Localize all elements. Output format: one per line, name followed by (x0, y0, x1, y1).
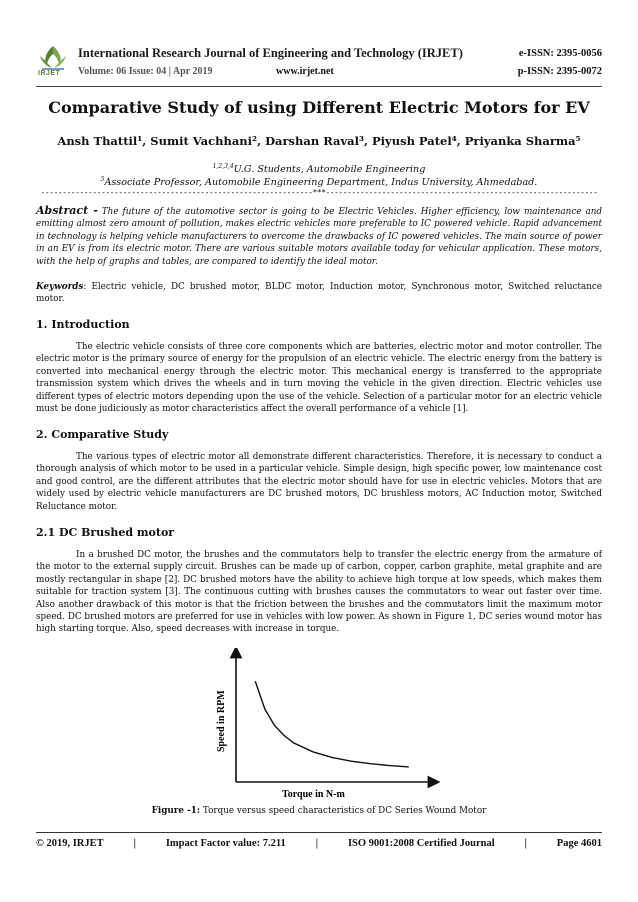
paper-authors: Ansh Thattil¹, Sumit Vachhani², Darshan Raval³, Piyush Patel⁴, Priyanka Sharma⁵ (57, 134, 581, 148)
journal-name: International Research Journal of Engineering and Technology (IRJET) (78, 46, 463, 60)
x-axis-label: Torque in N-m (282, 789, 345, 800)
abstract-lead: Abstract - (36, 204, 98, 217)
page-footer (36, 838, 602, 849)
torque-speed-chart (200, 648, 440, 800)
affiliation-sup: 1,2,3,4 (212, 163, 234, 170)
keywords-lead: Keywords (36, 282, 84, 292)
y-axis-label: Speed in RPM (216, 690, 227, 752)
dc-brushed-paragraph: In a brushed DC motor, the brushes and the commutators help to transfer the electric energy from the armature of the motor to the external supply circuit. Brushes can be made up of carbon, copper, carbon graphite, metal graphite and are mostly rectangular in shape [2]. DC brushed motors have the ability to achieve high torque at low speeds, which makes them suitable for traction system [3]. The continuous cutting with brushes causes the commutators to wear out faster over time. Also another drawback of this motor is that the friction between the brushes and the commutators limit the maximum motor speed. DC brushed motors are preferred for use in vehicles with low power. As shown in Figure 1, DC series wound motor has high starting torque. Also, speed decreases with increase in torque. (36, 550, 602, 635)
figure-label: Figure -1: (151, 806, 201, 816)
footer-separator: | (524, 838, 527, 849)
affiliation-students (36, 163, 602, 175)
logo-text: IRJET (38, 70, 61, 77)
keywords (36, 281, 602, 306)
footer-separator: | (133, 838, 136, 849)
section-heading-comparative-study: 2. Comparative Study (36, 428, 169, 441)
abstract (36, 205, 602, 268)
keywords-text: : Electric vehicle, DC brushed motor, BLDC motor, Induction motor, Synchronous motor, Switched reluctance motor. (36, 282, 602, 305)
footer-rule (36, 832, 602, 833)
header-rule (36, 86, 602, 87)
figure-caption (36, 806, 602, 816)
footer-separator: | (315, 838, 319, 849)
separator-line: ---------------------------------------------------------------***--------------------------------------------------------------- (40, 188, 598, 197)
figure-caption-text: Torque versus speed characteristics of DC Series Wound Motor (200, 806, 487, 816)
e-issn: e-ISSN: 2395-0056 (518, 48, 602, 59)
affiliation-professor (36, 176, 602, 188)
affiliation-text: U.G. Students, Automobile Engineering (233, 164, 426, 176)
affiliation-sup: 5 (100, 176, 105, 183)
paper-title: Comparative Study of using Different Electric Motors for EV (48, 98, 590, 117)
speed-torque-curve (255, 681, 409, 767)
footer-copyright: © 2019, IRJET (36, 838, 104, 849)
comparative-study-paragraph: The various types of electric motor all demonstrate different characteristics. Therefore, it is necessary to conduct a thorough analysis of which motor to be used in a particular vehicle. Simple design, high specific power, low maintenance cost and good control, are the different attributes that the electric motor should have for use in electric vehicles. Motors that are widely used by electric vehicle manufacturers are DC brushed motors, DC brushless motors, AC Induction motor, Switched Reluctance motor. (36, 452, 602, 512)
footer-iso: ISO 9001:2008 Certified Journal (347, 838, 495, 849)
journal-header (36, 44, 602, 84)
volume-issue: Volume: 06 Issue: 04 | Apr 2019 (78, 66, 213, 77)
section-heading-introduction: 1. Introduction (36, 318, 130, 331)
footer-page-number: Page 4601 (556, 838, 602, 849)
abstract-text: The future of the automotive sector is going to be Electric Vehicles. Higher efficiency, low maintenance and emitting almost zero amount of pollution, makes electric vehicles more preferable to IC powered vehicle. Rapid advancement in technology is helping vehicle manufacturers to overcome the drawbacks of IC powered vehicles. The main source of power in an EV is from its electric motor. There are various suitable motors available today for vehicular application. These motors, with the help of graphs and tables, are compared to identify the ideal motor. (36, 207, 602, 267)
p-issn: p-ISSN: 2395-0072 (517, 66, 602, 77)
footer-impact-factor: Impact Factor value: 7.211 (165, 838, 286, 849)
section-heading-dc-brushed: 2.1 DC Brushed motor (36, 526, 175, 539)
affiliation-text: Associate Professor, Automobile Engineering Department, Indus University, Ahmedabad. (104, 177, 538, 189)
journal-website: www.irjet.net (276, 66, 334, 77)
introduction-paragraph: The electric vehicle consists of three core components which are batteries, electric motor and motor controller. The electric motor is the primary source of energy for the propulsion of an electric vehicle. The electric energy from the battery is converted into mechanical energy through the electric motor. This mechanical energy is transferred to the appropriate transmission system which drives the wheels and in turn moving the vehicle in the given direction. Electric vehicles use different types of electric motors depending upon the use of the vehicle. Selection of a particular motor for an electric vehicle must be done judiciously as motor characteristics affect the overall performance of a vehicle [1]. (36, 342, 602, 415)
